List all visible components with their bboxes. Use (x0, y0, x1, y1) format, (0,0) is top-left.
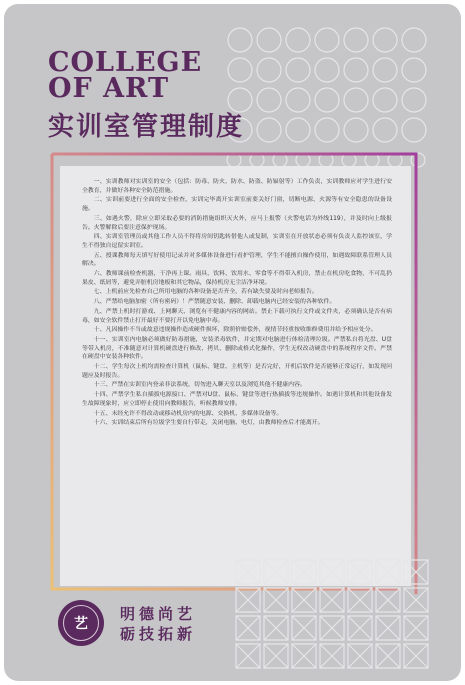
decor-lattice-cell (236, 616, 260, 640)
rule-item: 十六、实训结束后所有垃圾学生要自行带走，关闭电脑、电灯，由教师检查后才能离开。 (93, 420, 324, 427)
decor-lattice-cell (404, 616, 428, 640)
decor-lattice-cell (320, 560, 344, 584)
decor-lattice-cell (376, 588, 400, 612)
decor-lattice-cell (376, 644, 400, 668)
decor-lattice-cell (404, 560, 428, 584)
seal-emblem: 艺 (63, 605, 99, 641)
decor-lattice-cell (292, 616, 316, 640)
brand-line-1: COLLEGE (48, 47, 203, 78)
slogan-line-2: 砺技拓新 (120, 625, 197, 643)
decor-lattice-cell (348, 616, 372, 640)
college-seal-logo (58, 600, 104, 646)
decor-lattice-cell (292, 588, 316, 612)
slogan-line-1: 明德尚艺 (120, 605, 197, 623)
rule-item: 二、实训前要进行全面的安全检查，实训完毕离开实训室前要关好门窗，切断电源、火源等有安全隐患的设备设施。 (82, 197, 392, 213)
decor-lattice-cell (376, 560, 400, 584)
decor-lattice-cell (376, 616, 400, 640)
rule-item: 十二、学生每次上机均需检查计算机（鼠标、键盘、主机等）是否完好，开机后软件是否能够正常运行，如发现问题应及时报告。 (82, 364, 392, 379)
decor-lattice-cell (404, 588, 428, 612)
slogan (120, 604, 196, 644)
decor-lattice-cell (236, 560, 260, 584)
decor-lattice-cell (320, 616, 344, 640)
decor-lattice-cell (264, 560, 288, 584)
rule-item: 五、授课教师每天填写好使用记录并对多媒体设备进行看护管理，学生不能擅自操作使用，如遇故障联系管理人员解决。 (82, 252, 392, 268)
decor-lattice-cell (292, 560, 316, 584)
decor-lattice-cell (236, 644, 260, 668)
decor-lattice-cell (348, 644, 372, 668)
rule-item: 一、实训教师对实训室的安全（包括：防毒、防火、防水、防盗、防辐射等）工作负责，实训教师应对学生进行安全教育，并做好各种安全防范措施。 (82, 179, 392, 194)
decor-lattice-cell (348, 588, 372, 612)
decor-lattice-cell (320, 588, 344, 612)
rule-item: 九、严禁上机时打游戏、上网聊天、浏览有不健康内容的网站。禁止下载可执行文件或文件夹，必须确认是否有病毒，如安全软件禁止打开最好不要打开以免电脑中毒。 (82, 308, 392, 324)
rule-item: 十五、未经允许不得改动或移动机房内的电源、交换机、多媒体设备等。 (93, 410, 283, 417)
rule-item: 四、实训室管理员或其他工作人员不得将房间钥匙转借他人或复制，实训室在开放状态必须有负责人监控该室，学生不得独自逗留实训室。 (82, 234, 392, 249)
decor-lattice-cell (320, 644, 344, 668)
rule-item: 十、凡因操作不当或故意违规操作造成硬件损坏，除照价赔偿外，视情节轻重按收维修费用并给予相应处分。 (93, 327, 377, 334)
rule-item: 七、上机前应先检查自己所用电脑的各种设备是否齐全，若有缺失要及时向老师报告。 (93, 289, 318, 296)
decor-lattice-cell (236, 588, 260, 612)
brand-line-2: OF ART (48, 73, 170, 104)
decor-lattice-cell (264, 588, 288, 612)
poster (4, 4, 461, 681)
decor-lattice-cell (404, 644, 428, 668)
rule-item: 三、如遇火警，除应立即采取必要的消防措施组织灭火外，应马上报警（火警电话为外线119），并及时向上级报告。火警解除后要注意保护现场。 (82, 215, 392, 231)
decor-lattice-cell (348, 560, 372, 584)
page-title: 实训室管理制度 (48, 112, 245, 142)
decor-lattice-cell (292, 644, 316, 668)
decorative-lattice (4, 4, 461, 681)
decor-lattice-cell (264, 644, 288, 668)
rule-item: 十三、严禁在实训室内登录非法系统，切勿进入聊天室以及浏览其他不健康内容。 (93, 382, 306, 389)
rule-item: 六、教师课前检查机器，干净再上课。雨具、饮料、饮用水、零食等不得带入机房，禁止在机房吃食物，不可乱扔果皮、纸屑等，避免弄脏机房地板和其它物品，保持机房无尘洁净环境。 (82, 271, 392, 286)
rule-item: 十四、严禁学生私自插拔电源接口、严禁对U盘、鼠标、键盘等进行热插拔等违规操作。如遇计算机和其他设备发生故障现象时，应立即停止使用向教师报告，听候教师安排。 (82, 392, 392, 407)
rule-item: 八、严禁给电脑加密（所有密码）！严禁随意安装、删除、卸载电脑内已经安装的各种软件。 (93, 299, 336, 306)
rule-item: 十一、实训室内电脑必须做好防毒措施，安装杀毒软件，并定期对电脑进行体检清理垃圾。严禁私自将光盘、U盘等带入机房，不准随意对计算机硬盘进行修改、拷贝、删除或格式化操作，学生无权改动硬盘中的系统程序文件。严禁在硬盘中安装各种软件。 (82, 336, 392, 361)
decor-lattice-cell (264, 616, 288, 640)
